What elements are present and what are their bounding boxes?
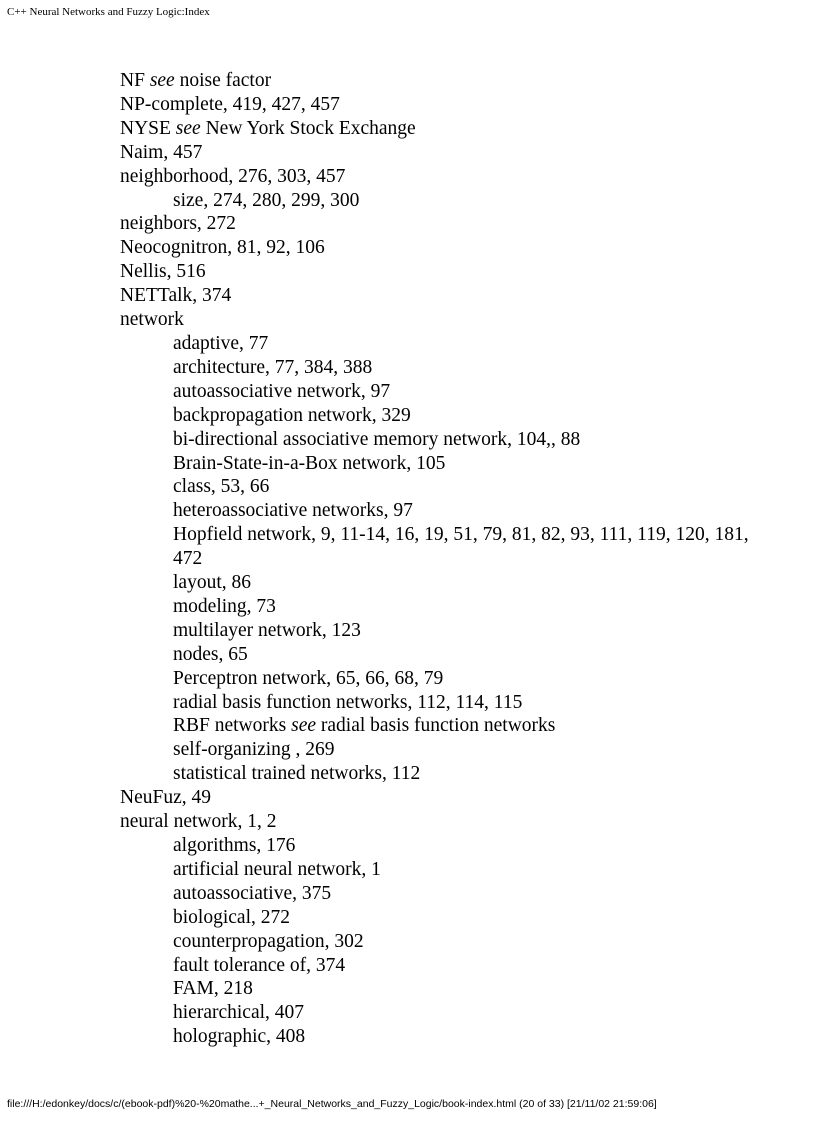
index-entry: neighbors, 272 [120, 213, 236, 235]
see-reference-marker: see [175, 117, 201, 139]
index-entry: neighborhood, 276, 303, 457 [120, 165, 346, 187]
index-entry: Nellis, 516 [120, 261, 206, 283]
index-subentry: fault tolerance of, 374 [173, 954, 346, 976]
page-header-title: C++ Neural Networks and Fuzzy Logic:Index [7, 6, 210, 18]
index-subentry: backpropagation network, 329 [173, 404, 411, 426]
index-subentry: bi-directional associative memory network, 104,, 88 [173, 428, 581, 450]
page-footer-file-path: file:///H:/edonkey/docs/c/(ebook-pdf)%20-%20mathe...+_Neural_Networks_and_Fuzzy_Logic/book-index.html (20 of 33) [21/11/02 21:59:06] [7, 1098, 657, 1110]
index-entry: NETTalk, 374 [120, 285, 232, 307]
index-entry [120, 117, 760, 141]
see-reference-marker: see [149, 70, 175, 91]
index-subentry: layout, 86 [173, 572, 251, 594]
index-subentry: biological, 272 [173, 906, 290, 928]
index-subentry: radial basis function networks, 112, 114, 115 [173, 691, 523, 713]
index-entry: Neocognitron, 81, 92, 106 [120, 237, 325, 259]
index-subentry: autoassociative, 375 [173, 882, 332, 904]
index-term: RBF networks [173, 715, 287, 737]
see-reference-marker: see [291, 715, 317, 737]
index-subentry: FAM, 218 [173, 978, 253, 1000]
index-term: NYSE [120, 117, 171, 139]
index-subentry: multilayer network, 123 [173, 619, 361, 641]
index-subentry: self-organizing , 269 [173, 739, 335, 761]
index-subentry: class, 53, 66 [173, 476, 270, 498]
index-subentry: autoassociative network, 97 [173, 380, 391, 402]
index-subentry: Perceptron network, 65, 66, 68, 79 [173, 667, 444, 689]
index-subentry: statistical trained networks, 112 [173, 763, 421, 785]
index-entry: network [120, 309, 184, 331]
index-subentry: modeling, 73 [173, 595, 276, 617]
index-subentry: Brain-State-in-a-Box network, 105 [173, 452, 446, 474]
index-subentry: holographic, 408 [173, 1026, 306, 1048]
index-entry: neural network, 1, 2 [120, 811, 277, 833]
index-subentry [120, 714, 760, 738]
index-list [120, 69, 760, 1049]
index-subentry: Hopfield network, 9, 11-14, 16, 19, 51, 79, 81, 82, 93, 111, 119, 120, 181, 472 [173, 524, 749, 570]
index-subentry: size, 274, 280, 299, 300 [173, 189, 360, 211]
index-subentry: heteroassociative networks, 97 [173, 500, 413, 522]
index-see-target: noise factor [179, 70, 272, 91]
index-subentry: artificial neural network, 1 [173, 858, 381, 880]
index-subentry: algorithms, 176 [173, 835, 296, 856]
index-term: NF [120, 70, 145, 91]
index-subentry: adaptive, 77 [173, 332, 269, 354]
index-see-target: New York Stock Exchange [205, 117, 416, 139]
index-entry [120, 69, 760, 93]
index-see-target: radial basis function networks [320, 715, 556, 737]
index-entry: Naim, 457 [120, 141, 203, 163]
index-entry: NeuFuz, 49 [120, 787, 211, 809]
index-subentry: architecture, 77, 384, 388 [173, 356, 373, 378]
index-subentry: counterpropagation, 302 [173, 930, 364, 952]
index-subentry: nodes, 65 [173, 643, 248, 665]
index-subentry: hierarchical, 407 [173, 1002, 305, 1024]
index-entry: NP-complete, 419, 427, 457 [120, 93, 340, 115]
